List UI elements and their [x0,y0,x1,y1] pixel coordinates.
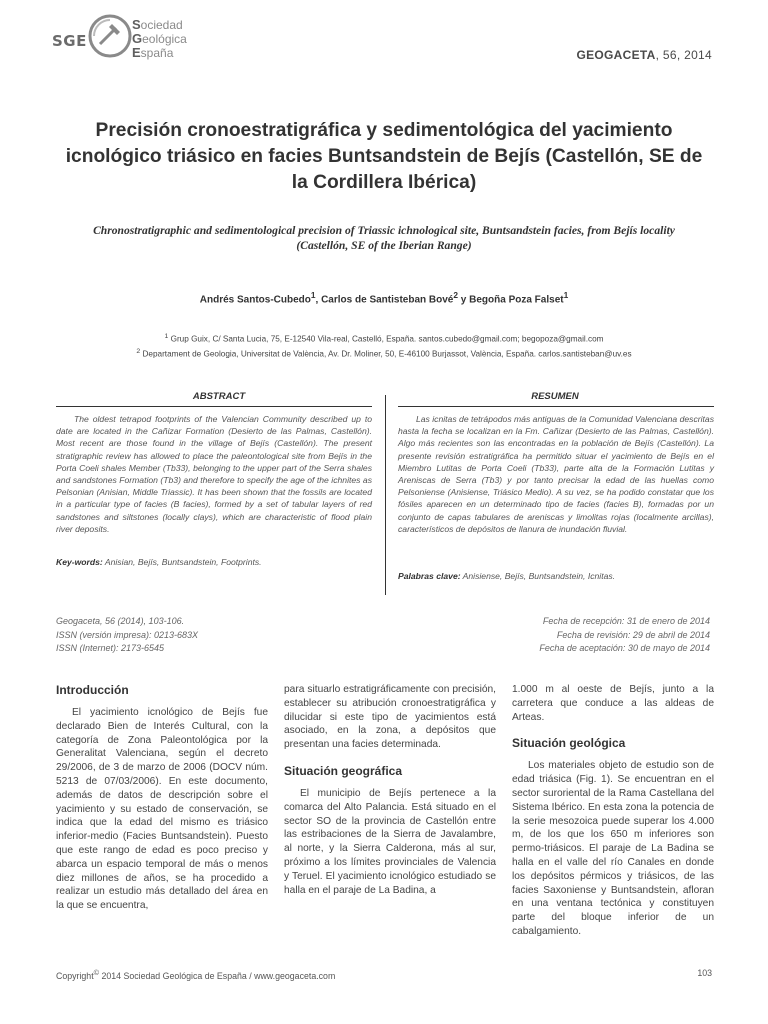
abstract-rule [56,406,372,407]
geo-continuation: 1.000 m al oeste de Bejís, junto a la carretera que conduce a las aldeas de Arteas. [512,684,714,723]
copyright: Copyright© 2014 Sociedad Geológica de España / www.geogaceta.com [56,968,336,981]
logo-abbr: SGE [52,32,87,50]
resumen-rule [398,406,714,407]
resumen-heading: RESUMEN [531,391,579,402]
abstract-heading: ABSTRACT [192,391,246,402]
column-divider [385,395,386,595]
author-list: Andrés Santos-Cubedo$^1$, Carlos de Santisteban Bové$^2$ y Begoña Poza Falset$^1$ [199,290,569,306]
citation-info: Geogaceta, 56 (2014), 103-106. ISSN (versión impresa): 0213-683X ISSN (Internet): 2173-6545 [56,616,199,653]
geol-paragraph: Los materiales objeto de estudio son de edad triásica (Fig. 1). Se encuentran en el sector suroriental de la Rama Castellana del Sistema Ibérico. En esta zona la potencia de la serie mesozoica puede superar los 4.000 m, de los que los 650 m inferiores son permo-triásicos. El paraje de La Badina se halla en el valle del río Canales en donde los depósitos pérmicos y triásicos, de las facies Saxoniense y Buntsandstein, afloran en una ventana tectónica y constituyen parte del bloque inferior de un cabalgamiento. [512,760,714,937]
journal-header [576,48,712,62]
abstract-text: The oldest tetrapod footprints of the Valencian Community described up to date are located in the Cañizar Formation (Desierto de las Palmas, Castellón). Most recent are those found in the village of Bejís (Castellón). The present stratigraphic review has allowed to place the paleontological site from Bejís in the Porta Coeli shales Member (Tb33), belonging to the upper part of the Serra shales and sandstones Formation (Tb3) and therefore to specify the age of the ichnites as Pelsonian (Anisian, Middle Triassic). It has been shown that the fossils are located in a particular type of facies (B facies), formed by a set of tabular layers of red sandstones and siltstones (locally clays), which are characteristic of flood plain river deposits. [56,414,372,534]
body-column-1 [56,683,268,913]
dates-info: Fecha de recepción: 31 de enero de 2014 Fecha de revisión: 29 de abril de 2014 Fecha de aceptación: 30 de mayo de 2014 [539,616,710,653]
page-number: 103 [697,968,712,978]
body-column-3 [512,683,714,939]
journal-issue: , 56, 2014 [655,48,712,62]
journal-name: GEOGACETA [576,48,656,62]
intro-heading: Introducción [56,683,129,697]
body-column-2 [284,683,496,897]
geo-paragraph: El municipio de Bejís pertenece a la comarca del Alto Palancia. Está situado en el sector SO de la provincia de Castellón entre las estribaciones de la Sierra de Javalambre, al norte, y la Sierra Calderona, más al sur, próximo a los límites provinciales de Valencia y Teruel. El yacimiento icnológico estudiado se halla en el paraje de La Badina, a [284,787,496,896]
paper-title: Precisión cronoestratigráfica y sedimentológica del yacimiento icnológico triásico en facies Buntsandstein de Bejís (Castellón, SE de la Cordillera Ibérica) [65,120,703,193]
logo-text: Sociedad Geológica España [132,17,187,60]
geol-heading: Situación geológica [512,736,626,751]
paper-subtitle: Chronostratigraphic and sedimentological precision of Triassic ichnological site, Buntsandstein facies, from Bejís locality (Castellón, SE of the Iberian Range) [93,224,675,252]
affiliation-2: $^2$ Departament de Geologia, Universitat de València, Av. Dr. Moliner, 50, E-46100 Burjassot, València, España. carlos.santisteban@uv.es [136,348,632,359]
intro-paragraph: El yacimiento icnológico de Bejís fue declarado Bien de Interés Cultural, con la categoría de Zona Paleontológica por la Generalitat Valenciana, según el decreto 29/2006, de 3 de marzo de 2006 (DOCV núm. 5213 de 07/03/2006). En este documento, además de datos de descripción sobre el yacimiento y su estado de conservación, se indica que la edad del mismo es triásico inferior-medio (Facies Buntsandstein). Puesto que este rango de edad es poco preciso y abarca un espacio temporal de más o menos diez millones de años, se ha procedido a realizar un estudio más detallado del área en la que se encuentra, [56,707,268,912]
hammer-circle-icon [88,14,132,58]
affiliation-1: $^1$ Grup Guix, C/ Santa Lucia, 75, E-12540 Vila-real, Castelló, España. santos.cubedo@gmail.com; begopoza@gmail.com [164,333,604,344]
palabras-clave: Palabras clave: Anisiense, Bejís, Buntsandstein, Icnitas. [398,571,616,581]
intro-continuation: para situarlo estratigráficamente con precisión, establecer su atribución cronoestratigráfica y dilucidar si este tipo de yacimientos está asociado, en la zona, a depósitos que presentan una facies determinada. [284,684,496,751]
keywords: Key-words: Anisian, Bejís, Buntsandstein, Footprints. [56,557,262,567]
resumen-text: Las icnitas de tetrápodos más antiguas de la Comunidad Valenciana descritas hasta la fecha se localizan en la Fm. Cañizar (Desierto de las Palmas, Castellón). Algo más recientes son las encontradas en la población de Bejís (Castellón). La presente revisión estratigráfica ha permitido situar el yacimiento de Bejís en el Miembro Lutitas de Porta Coeli (Tb33), parte alta de la Formación Lutitas y Areniscas de Serra (Tb3) y por tanto precisar la edad de las huellas como Pelsoniense (Anisiense, Triásico Medio). A su vez, se ha podido constatar que los fósiles aparecen en un determinado tipo de facies (facies B), formadas por un conjunto de capas tabulares de areniscas y limolitas rojas (localmente arcillas), característicos de depósitos de llanura de inundación fluvial. [398,414,714,534]
sge-logo [52,12,212,72]
geo-heading: Situación geográfica [284,763,403,778]
